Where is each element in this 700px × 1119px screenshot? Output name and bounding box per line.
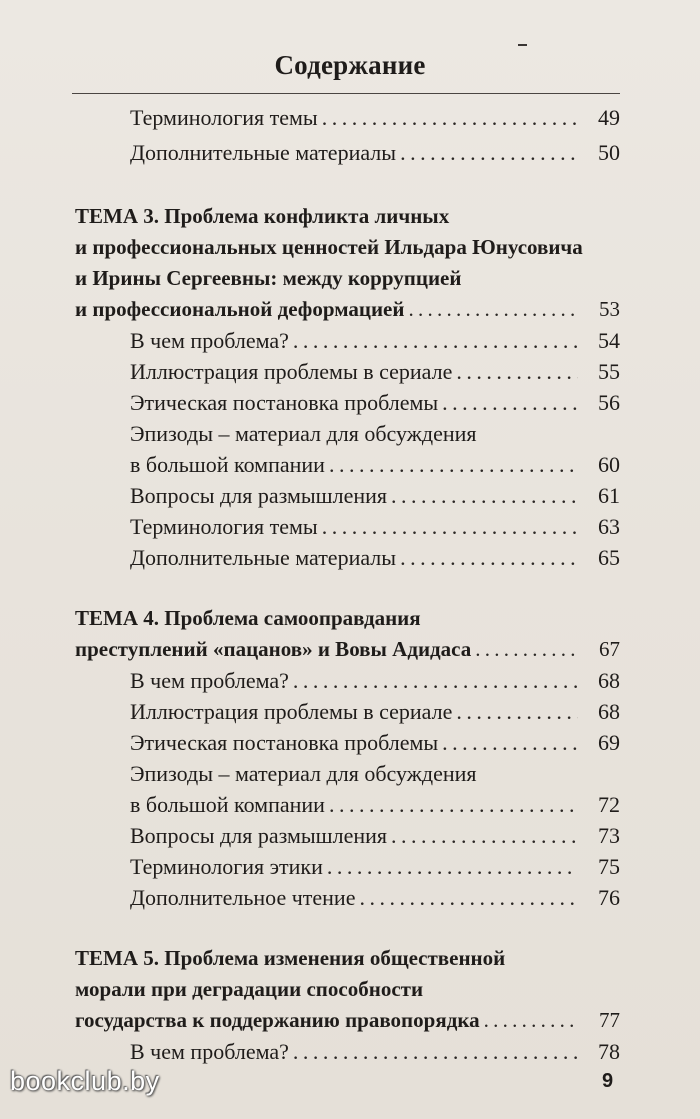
leader-dots (327, 854, 578, 880)
toc-subentry[interactable] (130, 514, 620, 540)
toc-entry-title: в большой компании (130, 452, 325, 477)
topic-title-line: и профессиональной деформацией (75, 297, 405, 321)
toc-entry-page: 75 (598, 854, 620, 879)
toc-entry-page: 77 (599, 1008, 620, 1032)
toc-subentry[interactable] (130, 792, 620, 818)
toc-entry-title: Дополнительное чтение (130, 885, 356, 910)
toc-entry-title: Этическая постановка проблемы (130, 390, 439, 415)
leader-dots (391, 823, 578, 849)
leader-dots (475, 637, 578, 662)
toc-subentry[interactable] (130, 1039, 620, 1065)
leader-dots (400, 140, 578, 166)
toc-subentry[interactable] (130, 699, 620, 725)
toc-entry-title: Терминология темы (130, 105, 318, 130)
toc-entry-page: 55 (598, 359, 620, 384)
toc-subentry[interactable] (130, 730, 620, 756)
leader-dots (408, 297, 578, 322)
toc-subentry[interactable] (130, 328, 620, 354)
toc-entry-title: Этическая постановка проблемы (130, 730, 439, 755)
toc-entry-page: 61 (598, 483, 620, 508)
leader-dots (456, 699, 578, 725)
toc-entry-page: 53 (599, 297, 620, 321)
toc-subentry[interactable] (130, 359, 620, 385)
topic-title-line: и профессиональных ценностей Ильдара Юнусовича (75, 235, 583, 259)
toc-subentry[interactable] (130, 483, 620, 509)
toc-entry-page: 78 (598, 1039, 620, 1064)
running-head: Содержание (274, 50, 426, 80)
leader-dots (359, 885, 578, 911)
toc-entry-title: Терминология темы (130, 514, 318, 539)
toc-subentry[interactable] (130, 885, 620, 911)
toc-subentry[interactable] (130, 668, 620, 694)
toc-entry-title: Иллюстрация проблемы в сериале (130, 699, 453, 724)
toc-entry[interactable] (130, 105, 620, 131)
toc-entry-title: Дополнительные материалы (130, 545, 397, 570)
leader-dots (400, 545, 578, 571)
toc-entry-page: 76 (598, 885, 620, 910)
toc-entry-page: 49 (598, 105, 620, 130)
toc-subentry[interactable] (130, 390, 620, 416)
topic-title-line: ТЕМА 3. Проблема конфликта личных (75, 204, 450, 228)
topic-title-line: ТЕМА 5. Проблема изменения общественной (75, 946, 506, 970)
toc-entry-page: 69 (598, 730, 620, 755)
toc-entry-title-line: Эпизоды – материал для обсуждения (130, 761, 477, 786)
toc-subentry[interactable] (130, 823, 620, 849)
toc-entry-title-line: Эпизоды – материал для обсуждения (130, 421, 477, 446)
leader-dots (329, 792, 578, 818)
toc-entry-page: 60 (598, 452, 620, 477)
topic-title-line: и Ирины Сергеевны: между коррупцией (75, 266, 462, 290)
watermark-logo: bookclub.by (10, 1066, 160, 1096)
leader-dots (329, 452, 578, 478)
toc-entry-page: 67 (599, 637, 620, 661)
leader-dots (322, 514, 578, 540)
toc-entry-title: Вопросы для размышления (130, 823, 388, 848)
topic-title-last-line[interactable] (75, 297, 620, 322)
toc-entry[interactable] (130, 140, 620, 166)
toc-entry-title: Дополнительные материалы (130, 140, 397, 165)
print-mark (518, 44, 527, 46)
toc-subentry[interactable] (130, 854, 620, 880)
toc-entry-page: 68 (598, 668, 620, 693)
toc-entry-title: В чем проблема? (130, 668, 289, 693)
topic-title-line: преступлений «пацанов» и Вовы Адидаса (75, 637, 472, 661)
toc-entry-title: Иллюстрация проблемы в сериале (130, 359, 453, 384)
topic-title-line: ТЕМА 4. Проблема самооправдания (75, 606, 421, 630)
leader-dots (293, 328, 578, 354)
toc-entry-page: 56 (598, 390, 620, 415)
leader-dots (293, 668, 578, 694)
toc-entry-page: 72 (598, 792, 620, 817)
topic-title-line: морали при деградации способности (75, 977, 424, 1001)
topic-title-last-line[interactable] (75, 1008, 620, 1033)
toc-entry-page: 54 (598, 328, 620, 353)
toc-entry-title: Вопросы для размышления (130, 483, 388, 508)
leader-dots (442, 730, 578, 756)
toc-entry-page: 68 (598, 699, 620, 724)
topic-title-line: государства к поддержанию правопорядка (75, 1008, 480, 1032)
leader-dots (391, 483, 578, 509)
page-number: 9 (602, 1070, 614, 1092)
leader-dots (322, 105, 578, 131)
leader-dots (484, 1008, 578, 1033)
toc-entry-page: 50 (598, 140, 620, 165)
toc-entry-page: 65 (598, 545, 620, 570)
toc-entry-title: В чем проблема? (130, 328, 289, 353)
toc-entry-page: 73 (598, 823, 620, 848)
topic-title-last-line[interactable] (75, 637, 620, 662)
toc-entry-title: В чем проблема? (130, 1039, 289, 1064)
toc-entry-page: 63 (598, 514, 620, 539)
header-rule (72, 93, 620, 94)
leader-dots (293, 1039, 578, 1065)
toc-subentry[interactable] (130, 545, 620, 571)
toc-subentry[interactable] (130, 452, 620, 478)
toc-entry-title: Терминология этики (130, 854, 323, 879)
leader-dots (442, 390, 578, 416)
toc-entry-title: в большой компании (130, 792, 325, 817)
leader-dots (456, 359, 578, 385)
